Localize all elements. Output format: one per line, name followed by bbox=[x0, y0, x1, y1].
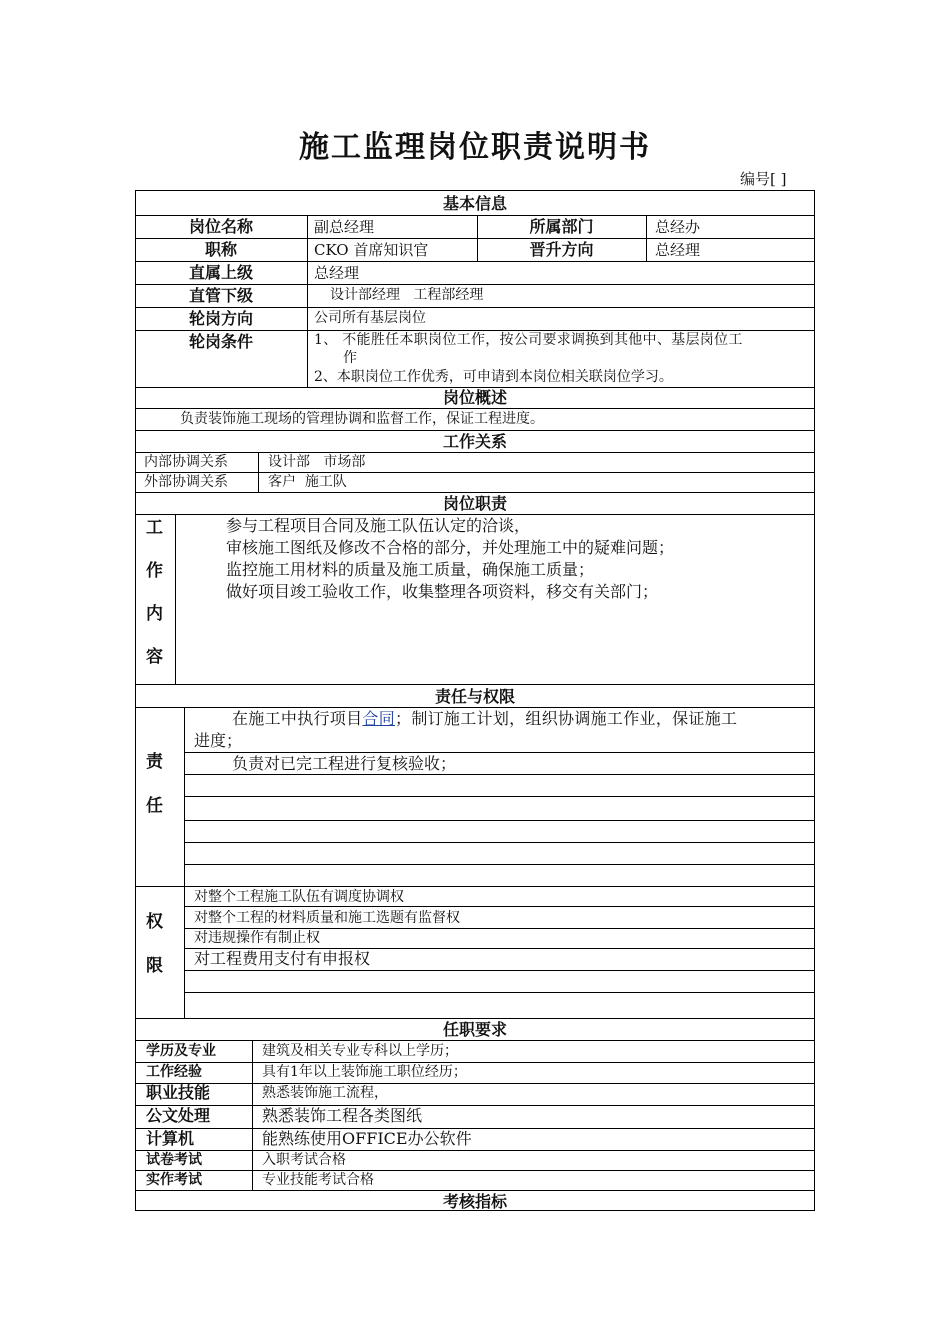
duties-side-char-3: 内 bbox=[146, 604, 163, 624]
contract-link[interactable]: 合同 bbox=[362, 709, 396, 728]
resp-side-char-2: 任 bbox=[146, 796, 163, 816]
duty-item-3: 监控施工用材料的质量及施工质量，确保施工质量； bbox=[226, 560, 595, 579]
resp-item-1-cont: 进度； bbox=[194, 731, 243, 750]
req-value-practical-exam: 专业技能考试合格 bbox=[262, 1172, 374, 1188]
resp-item-1-text-end: ；制订施工计划，组织协调施工作业，保证施工 bbox=[395, 709, 738, 728]
rotation-condition-1-cont: 作 bbox=[343, 350, 357, 366]
basic-info-header: 基本信息 bbox=[442, 194, 507, 213]
rotation-condition-2: 2、本职岗位工作优秀，可申请到本岗位相关联岗位学习。 bbox=[314, 369, 673, 385]
duties-side-char-4: 容 bbox=[146, 647, 163, 667]
auth-item-4: 对工程费用支付有申报权 bbox=[194, 949, 371, 968]
external-relations-label: 外部协调关系 bbox=[144, 474, 228, 490]
assessment-header: 考核指标 bbox=[442, 1192, 507, 1211]
position-name-value: 副总经理 bbox=[314, 218, 375, 236]
duties-header: 岗位职责 bbox=[442, 494, 507, 513]
duty-item-4: 做好项目竣工验收工作，收集整理各项资料，移交有关部门； bbox=[226, 582, 659, 601]
department-value: 总经办 bbox=[655, 218, 701, 236]
req-label-experience: 工作经验 bbox=[146, 1064, 202, 1080]
overview-header: 岗位概述 bbox=[442, 388, 507, 407]
auth-side-char-2: 限 bbox=[146, 956, 163, 976]
doc-number: 编号[ ] bbox=[740, 170, 787, 188]
promotion-value: 总经理 bbox=[655, 241, 701, 259]
relations-header: 工作关系 bbox=[442, 432, 507, 451]
resp-item-2: 负责对已完工程进行复核验收； bbox=[232, 754, 457, 773]
req-value-written-exam: 入职考试合格 bbox=[262, 1152, 346, 1168]
resp-item-1-text: 在施工中执行项目 bbox=[232, 709, 363, 728]
auth-side-char-1: 权 bbox=[146, 912, 163, 932]
external-relations-value: 客户 施工队 bbox=[268, 474, 347, 490]
req-value-experience: 具有1年以上装饰施工职位经历； bbox=[262, 1064, 467, 1080]
resp-side-char-1: 责 bbox=[146, 752, 163, 772]
auth-item-3: 对违规操作有制止权 bbox=[194, 930, 320, 946]
auth-item-2: 对整个工程的材料质量和施工选题有监督权 bbox=[194, 910, 460, 926]
req-value-documents: 熟悉装饰工程各类图纸 bbox=[262, 1106, 423, 1125]
auth-item-1: 对整个工程施工队伍有调度协调权 bbox=[194, 889, 404, 905]
req-label-skills: 职业技能 bbox=[146, 1083, 211, 1102]
req-value-skills: 熟悉装饰施工流程， bbox=[262, 1085, 388, 1101]
requirements-header: 任职要求 bbox=[442, 1020, 507, 1039]
resp-item-1 bbox=[232, 711, 737, 727]
position-name-label: 岗位名称 bbox=[188, 217, 253, 236]
overview-text: 负责装饰施工现场的管理协调和监督工作，保证工程进度。 bbox=[180, 411, 544, 427]
duties-side-char-2: 作 bbox=[146, 561, 163, 581]
internal-relations-value: 设计部 市场部 bbox=[268, 454, 366, 470]
req-label-written-exam: 试卷考试 bbox=[146, 1152, 202, 1168]
rotation-conditions-label: 轮岗条件 bbox=[188, 332, 253, 351]
rotation-condition-1: 1、 不能胜任本职岗位工作，按公司要求调换到其他中、基层岗位工 bbox=[314, 332, 743, 348]
subordinate-label: 直管下级 bbox=[188, 286, 253, 305]
subordinate-value: 设计部经理 工程部经理 bbox=[330, 287, 484, 303]
rotation-direction-value: 公司所有基层岗位 bbox=[314, 310, 426, 326]
responsibility-header: 责任与权限 bbox=[434, 687, 515, 706]
job-title-value: CKO 首席知识官 bbox=[314, 241, 429, 259]
superior-value: 总经理 bbox=[314, 264, 360, 282]
req-label-computer: 计算机 bbox=[146, 1129, 195, 1148]
page-title: 施工监理岗位职责说明书 bbox=[299, 130, 651, 165]
duty-item-1: 参与工程项目合同及施工队伍认定的洽谈， bbox=[226, 516, 531, 535]
req-value-education: 建筑及相关专业专科以上学历； bbox=[262, 1043, 458, 1059]
req-value-computer: 能熟练使用OFFICE办公软件 bbox=[262, 1129, 472, 1148]
promotion-label: 晋升方向 bbox=[529, 240, 594, 259]
rotation-direction-label: 轮岗方向 bbox=[188, 309, 253, 328]
duties-side-char-1: 工 bbox=[146, 518, 163, 538]
superior-label: 直属上级 bbox=[188, 263, 253, 282]
department-label: 所属部门 bbox=[529, 217, 594, 236]
job-title-label: 职称 bbox=[204, 240, 237, 259]
req-label-practical-exam: 实作考试 bbox=[146, 1172, 202, 1188]
duty-item-2: 审核施工图纸及修改不合格的部分，并处理施工中的疑难问题； bbox=[226, 538, 675, 557]
req-label-documents: 公文处理 bbox=[146, 1106, 211, 1125]
internal-relations-label: 内部协调关系 bbox=[144, 454, 228, 470]
req-label-education: 学历及专业 bbox=[146, 1043, 216, 1059]
